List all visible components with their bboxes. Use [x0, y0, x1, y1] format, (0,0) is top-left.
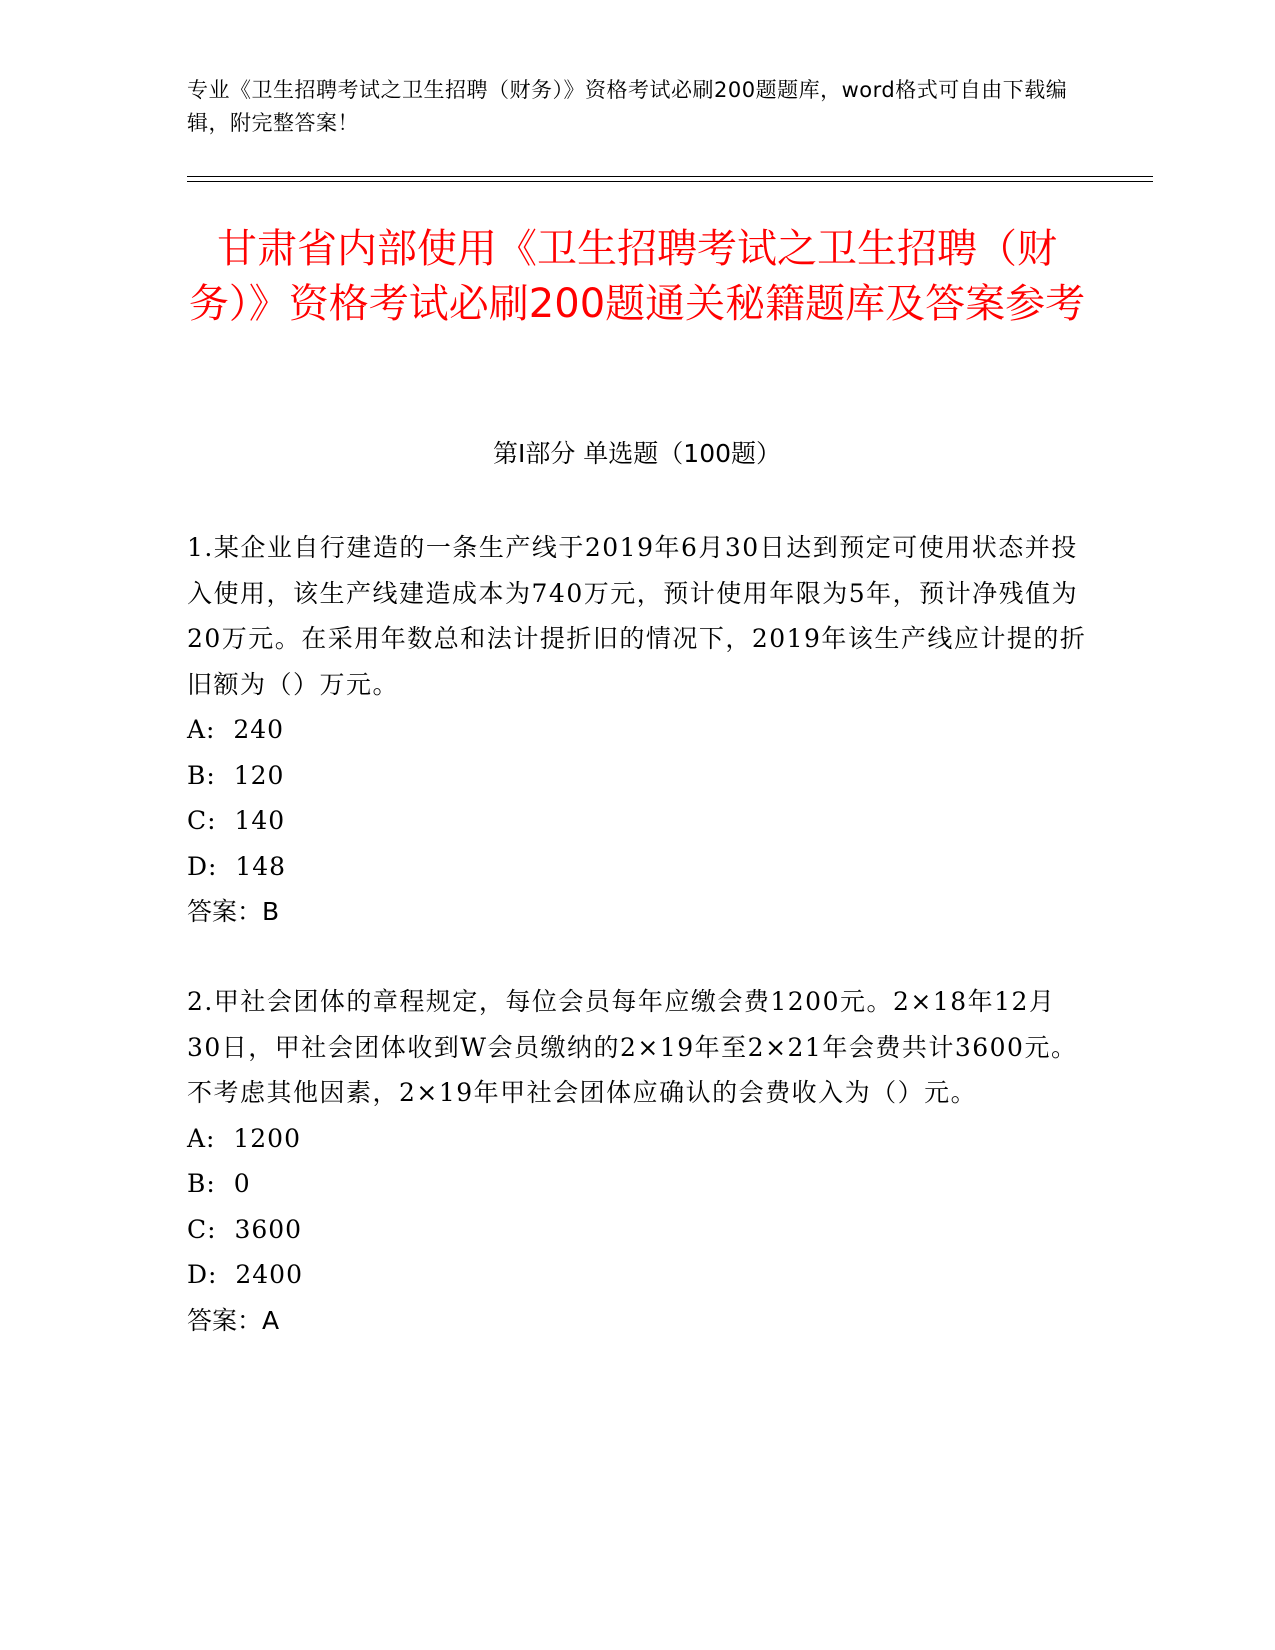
- answer-label: 答案：B: [187, 897, 280, 926]
- header-divider-top: [187, 176, 1153, 177]
- option-a: A: 1200: [187, 1123, 301, 1153]
- question-stem: 1.某企业自行建造的一条生产线于2019年6月30日达到预定可使用状态并投入使用，该生产线建造成本为740万元，预计使用年限为5年，预计净残值为20万元。在采用年数总和法计提折旧的情况下，2019年该生产线应计提的折旧额为（）万元。: [187, 533, 1087, 699]
- option-d: D: 148: [187, 851, 287, 881]
- document-title: 甘肃省内部使用《卫生招聘考试之卫生招聘（财务）》资格考试必刷200题通关秘籍题库及答案参考: [188, 226, 1086, 327]
- header-divider-bottom: [187, 181, 1153, 182]
- question-block: [187, 525, 1087, 935]
- option-d: D: 2400: [187, 1260, 303, 1289]
- option-c: C: 140: [187, 806, 286, 835]
- option-a: A: 240: [187, 715, 285, 744]
- answer-label: 答案：A: [187, 1305, 280, 1335]
- section-title: 第Ⅰ部分 单选题（100题）: [492, 439, 782, 468]
- option-b: B: 120: [187, 760, 285, 790]
- option-c: C: 3600: [187, 1214, 303, 1244]
- header-note: 专业《卫生招聘考试之卫生招聘（财务）》资格考试必刷200题题库，word格式可自由下载编辑，附完整答案！: [187, 78, 1068, 135]
- question-block: [187, 979, 1087, 1343]
- option-b: B: 0: [187, 1169, 251, 1198]
- question-stem: 2.甲社会团体的章程规定，每位会员每年应缴会费1200元。2×18年12月30日，甲社会团体收到W会员缴纳的2×19年至2×21年会费共计3600元。不考虑其他因素，2×19年甲社会团体应确认的会费收入为（）元。: [187, 987, 1078, 1107]
